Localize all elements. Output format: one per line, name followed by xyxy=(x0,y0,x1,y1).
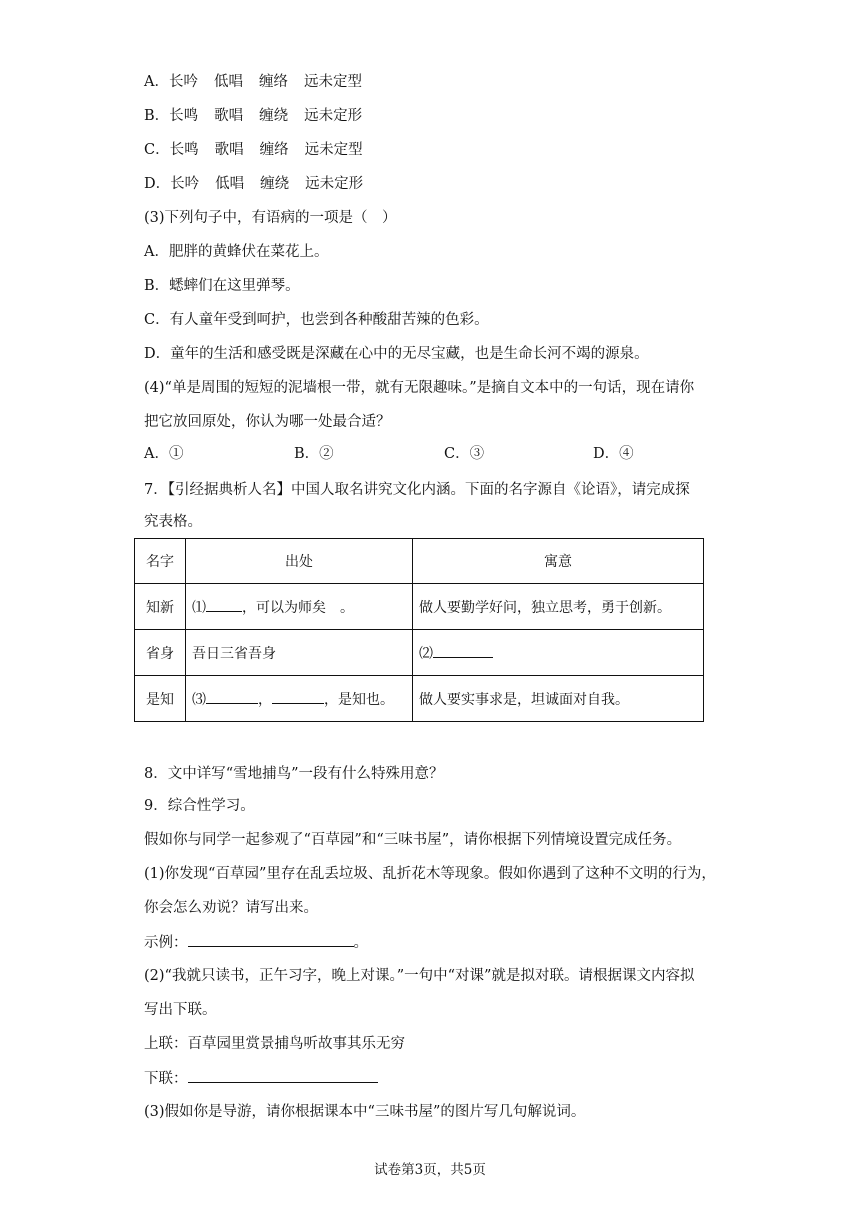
question-stem: (4)“单是周围的短短的泥墙根一带，就有无限趣味。”是摘自文本中的一句话，现在请你 xyxy=(144,380,695,396)
cell-source: 吾日三省吾身 xyxy=(186,630,413,676)
option-word: 远未定形 xyxy=(305,176,364,192)
cell-name: 省身 xyxy=(135,630,186,676)
question-text: (3)假如你是导游，请你根据课本中“三味书屋”的图片写几句解说词。 xyxy=(144,1104,586,1120)
cell-source xyxy=(186,584,413,630)
example-label: 示例： xyxy=(144,935,188,951)
option-b: B．蟋蟀们在这里弹琴。 xyxy=(144,278,300,294)
header-source: 出处 xyxy=(186,539,413,584)
cell-meaning: 做人要勤学好问，独立思考，勇于创新。 xyxy=(413,584,704,630)
question-number: 7． xyxy=(144,482,168,498)
table-row xyxy=(135,584,704,630)
lower-couplet-line xyxy=(144,1068,378,1089)
option-letter: D． xyxy=(144,176,171,192)
source-text: ，是知也。 xyxy=(324,691,394,708)
cell-name: 是知 xyxy=(135,676,186,722)
option-word: 低唱 xyxy=(213,74,243,90)
option-letter: B． xyxy=(144,108,170,124)
header-name: 名字 xyxy=(135,539,186,584)
option-d-row xyxy=(144,174,363,194)
cell-meaning xyxy=(413,630,704,676)
question-stem: 把它放回原处，你认为哪一处最合适？ xyxy=(144,414,391,430)
blank-number: ⑵ xyxy=(419,645,433,662)
answer-blank-3b[interactable] xyxy=(272,689,324,704)
option-letter: C． xyxy=(144,142,170,158)
question-8: 8．文中详写“雪地捕鸟”一段有什么特殊用意？ xyxy=(144,766,444,782)
option-word: 远未定形 xyxy=(304,108,363,124)
answer-blank-1[interactable] xyxy=(206,597,242,612)
cell-meaning: 做人要实事求是，坦诚面对自我。 xyxy=(413,676,704,722)
question-text: 写出下联。 xyxy=(144,1002,217,1018)
cell-name: 知新 xyxy=(135,584,186,630)
question-stem: (3)下列句子中，有语病的一项是（ ） xyxy=(144,210,397,226)
option-word: 长鸣 xyxy=(169,108,199,124)
question-text: 中国人取名讲究文化内涵。下面的名字源自《论语》，请完成探 xyxy=(290,482,690,498)
option-word: 远未定型 xyxy=(303,74,362,90)
name-table xyxy=(134,538,704,722)
lower-couplet-blank[interactable] xyxy=(188,1068,378,1083)
option-word: 缠络 xyxy=(258,74,288,90)
answer-options-row xyxy=(144,444,704,464)
example-answer-blank[interactable] xyxy=(188,932,354,947)
blank-number: ⑴ xyxy=(192,599,206,616)
question-text: (2)“我就只读书，正午习字，晚上对课。”一句中“对课”就是拟对联。请根据课文内容拟 xyxy=(144,968,695,984)
option-d: D．④ xyxy=(593,446,634,462)
source-text: ， xyxy=(258,691,272,708)
question-text: 假如你与同学一起参观了“百草园”和“三味书屋”，请你根据下列情境设置完成任务。 xyxy=(144,832,682,848)
option-word: 低唱 xyxy=(215,176,245,192)
option-a: A．① xyxy=(144,446,184,462)
header-meaning: 寓意 xyxy=(413,539,704,584)
option-d: D．童年的生活和感受既是深藏在心中的无尽宝藏，也是生命长河不竭的源泉。 xyxy=(144,346,649,362)
table-row xyxy=(135,630,704,676)
option-word: 缠络 xyxy=(259,142,289,158)
option-word: 缠绕 xyxy=(260,176,290,192)
option-word: 长鸣 xyxy=(169,142,199,158)
option-b-row xyxy=(144,106,362,126)
option-word: 长吟 xyxy=(168,74,198,90)
question-tag: 【引经据典析人名】 xyxy=(167,482,291,498)
upper-couplet: 上联：百草园里赏景捕鸟听故事其乐无穷 xyxy=(144,1036,405,1052)
option-word: 远未定型 xyxy=(304,142,363,158)
question-7-title xyxy=(144,480,690,500)
option-a-row xyxy=(144,72,362,92)
option-c-row xyxy=(144,140,363,160)
blank-number: ⑶ xyxy=(192,691,206,708)
table-row xyxy=(135,676,704,722)
answer-blank-2[interactable] xyxy=(433,643,493,658)
option-b: B．② xyxy=(294,446,334,462)
page-footer: 试卷第3页，共5页 xyxy=(374,1162,486,1178)
option-a: A．肥胖的黄蜂伏在菜花上。 xyxy=(144,244,329,260)
example-line xyxy=(144,932,368,953)
table-header-row xyxy=(135,539,704,584)
lower-couplet-label: 下联： xyxy=(144,1071,188,1087)
option-c: C．有人童年受到呵护，也尝到各种酸甜苦辣的色彩。 xyxy=(144,312,489,328)
option-word: 缠绕 xyxy=(259,108,289,124)
option-word: 歌唱 xyxy=(214,142,244,158)
punctuation: 。 xyxy=(353,935,368,951)
option-word: 歌唱 xyxy=(214,108,244,124)
option-word: 长吟 xyxy=(170,176,200,192)
cell-source xyxy=(186,676,413,722)
question-text: (1)你发现“百草园”里存在乱丢垃圾、乱折花木等现象。假如你遇到了这种不文明的行为， xyxy=(144,866,716,882)
question-9-title: 9．综合性学习。 xyxy=(144,798,255,814)
question-text: 究表格。 xyxy=(144,514,202,530)
option-letter: A． xyxy=(144,74,169,90)
option-c: C．③ xyxy=(444,446,485,462)
question-text: 你会怎么劝说？请写出来。 xyxy=(144,900,318,916)
source-text: ，可以为师矣 。 xyxy=(242,599,354,616)
answer-blank-3a[interactable] xyxy=(206,689,258,704)
